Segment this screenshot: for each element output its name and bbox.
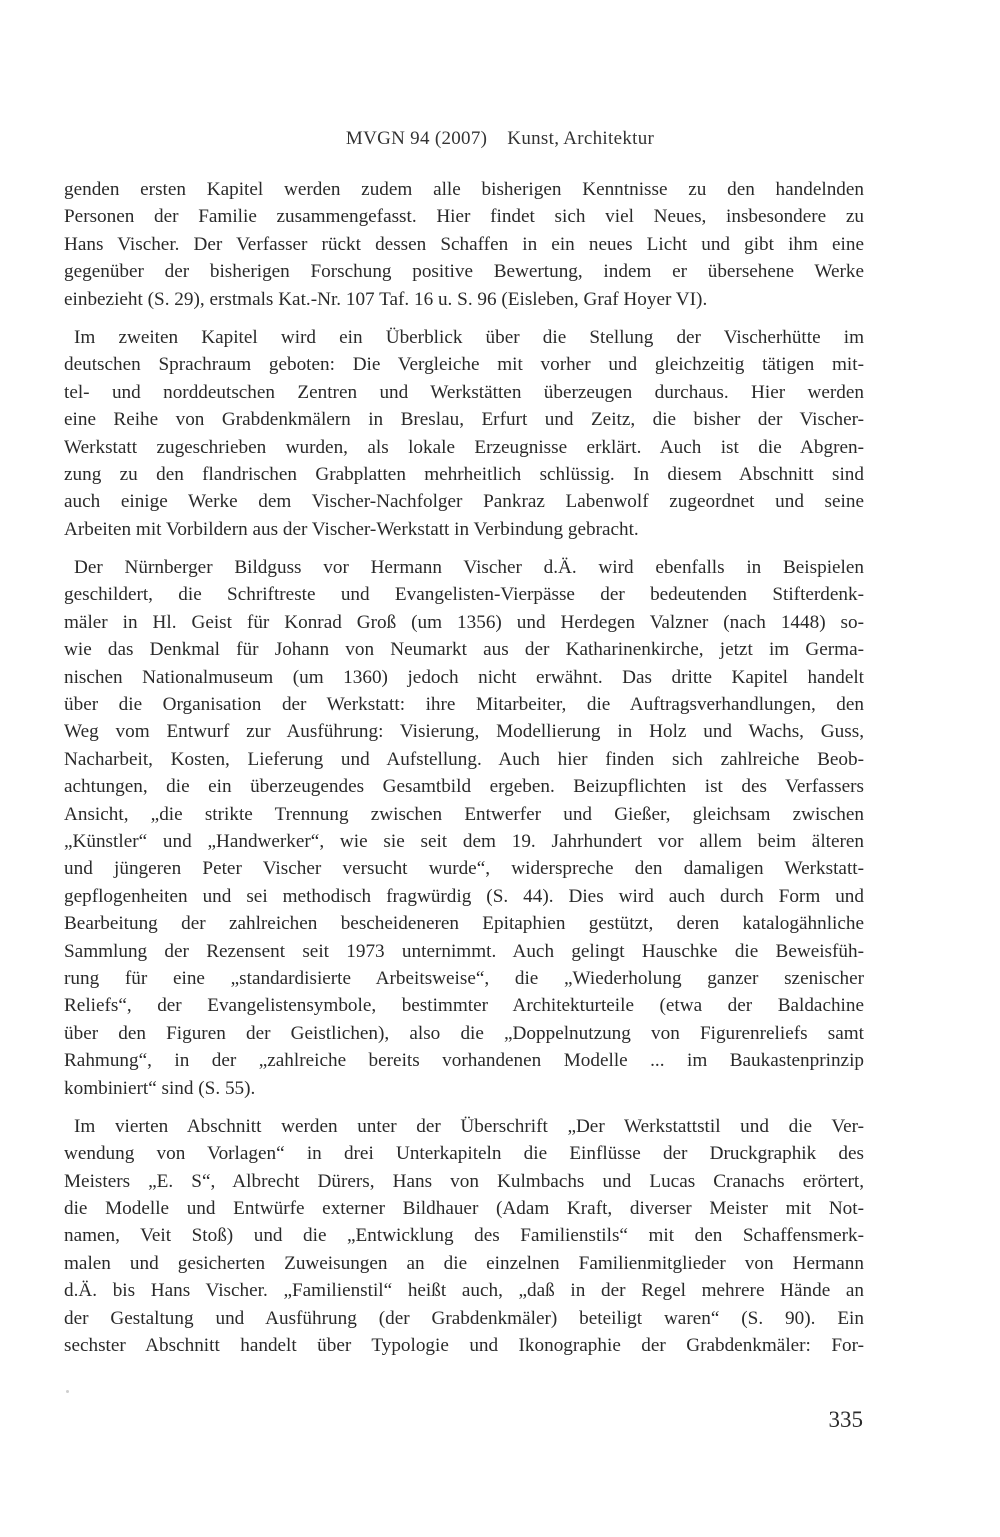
text-line: namen, Veit Stoß) und die „Entwicklung des Familienstils“ mit den Schaffensmerk- bbox=[64, 1225, 864, 1247]
text-line: über die Organisation der Werkstatt: ihre Mitarbeiter, die Auftragsverhandlungen, den bbox=[64, 694, 864, 716]
text-line: Hans Vischer. Der Verfasser rückt dessen Schaffen in ein neues Licht und gibt ihm eine bbox=[64, 233, 864, 255]
text-line: eine Reihe von Grabdenkmälern in Breslau, Erfurt und Zeitz, die bisher der Vischer- bbox=[64, 409, 864, 431]
text-line: Werkstatt zugeschrieben wurden, als lokale Erzeugnisse erklärt. Auch ist die Abgren- bbox=[64, 436, 864, 458]
text-line: „Künstler“ und „Handwerker“, wie sie seit dem 19. Jahrhundert vor allem beim älteren bbox=[64, 830, 864, 852]
scan-speck bbox=[66, 1390, 69, 1393]
text-line: d.Ä. bis Hans Vischer. „Familienstil“ heißt auch, „daß in der Regel mehrere Hände an bbox=[64, 1280, 864, 1302]
text-line: deutschen Sprachraum geboten: Die Vergleiche mit vorher und gleichzeitig tätigen mit- bbox=[64, 354, 864, 376]
text-line: kombiniert“ sind (S. 55). bbox=[64, 1077, 256, 1099]
text-line: über den Figuren der Geistlichen), also die „Doppelnutzung von Figurenreliefs samt bbox=[64, 1022, 864, 1044]
journal-reference: MVGN 94 (2007) bbox=[345, 128, 488, 149]
running-header bbox=[0, 128, 1000, 150]
text-line: Meisters „E. S“, Albrecht Dürers, Hans von Kulmbachs und Lucas Cranachs erörtert, bbox=[64, 1170, 864, 1192]
text-line: mäler in Hl. Geist für Konrad Groß (um 1356) und Herdegen Valzner (nach 1448) so- bbox=[64, 611, 864, 633]
text-line: Im vierten Abschnitt werden unter der Überschrift „Der Werkstattstil und die Ver- bbox=[74, 1115, 864, 1137]
paragraph-4 bbox=[64, 1113, 864, 1360]
text-line: der Gestaltung und Ausführung (der Grabdenkmäler) beteiligt waren“ (S. 90). Ein bbox=[64, 1307, 864, 1329]
paragraph-1 bbox=[64, 176, 864, 313]
text-line: Sammlung der Rezensent seit 1973 unternimmt. Auch gelingt Hauschke die Beweisfüh- bbox=[64, 940, 864, 962]
text-line: genden ersten Kapitel werden zudem alle bisherigen Kenntnisse zu den handelnden bbox=[64, 179, 864, 200]
text-line: und jüngeren Peter Vischer versucht wurde“, widerspreche den damaligen Werkstatt- bbox=[64, 858, 864, 880]
text-line: Ansicht, „die strikte Trennung zwischen Entwerfer und Gießer, gleichsam zwischen bbox=[64, 803, 864, 825]
text-line: wie das Denkmal für Johann von Neumarkt aus der Katharinenkirche, jetzt im Germa- bbox=[64, 639, 864, 661]
text-line: gepflogenheiten und sei methodisch fragwürdig (S. 44). Dies wird auch durch Form und bbox=[64, 885, 864, 907]
text-line: Bearbeitung der zahlreichen bescheideneren Epitaphien gestützt, deren katalogähnliche bbox=[64, 913, 864, 935]
text-line: geschildert, die Schriftreste und Evangelisten-Vierpässe der bedeutenden Stifterdenk- bbox=[64, 584, 864, 606]
text-line: gegenüber der bisherigen Forschung positive Bewertung, indem er übersehene Werke bbox=[64, 261, 864, 283]
text-line: sechster Abschnitt handelt über Typologie und Ikonographie der Grabdenkmäler: For- bbox=[64, 1335, 864, 1357]
text-line: nischen Nationalmuseum (um 1360) jedoch nicht erwähnt. Das dritte Kapitel handelt bbox=[64, 666, 864, 688]
text-line: zung zu den flandrischen Grabplatten mehrheitlich schlüssig. In diesem Abschnitt sind bbox=[64, 463, 864, 485]
text-line: malen und gesicherten Zuweisungen an die einzelnen Familienmitglieder von Hermann bbox=[64, 1252, 864, 1274]
text-line: tel- und norddeutschen Zentren und Werkstätten überzeugen durchaus. Hier werden bbox=[64, 381, 864, 403]
text-line: achtungen, die ein überzeugendes Gesamtbild ergeben. Beizupflichten ist des Verfassers bbox=[64, 776, 864, 798]
section-title: Kunst, Architektur bbox=[507, 128, 655, 149]
text-line: einbezieht (S. 29), erstmals Kat.-Nr. 107 Taf. 16 u. S. 96 (Eisleben, Graf Hoyer VI). bbox=[64, 288, 708, 310]
text-line: Reliefs“, der Evangelistensymbole, bestimmter Architekturteile (etwa der Baldachine bbox=[64, 995, 864, 1017]
paragraph-2 bbox=[64, 324, 864, 543]
text-line: Im zweiten Kapitel wird ein Überblick über die Stellung der Vischerhütte im bbox=[74, 326, 864, 348]
text-line: Personen der Familie zusammengefasst. Hier findet sich viel Neues, insbesondere zu bbox=[64, 206, 864, 228]
text-line: Weg vom Entwurf zur Ausführung: Visierung, Modellierung in Holz und Wachs, Guss, bbox=[64, 721, 864, 743]
text-line: Nacharbeit, Kosten, Lieferung und Aufstellung. Auch hier finden sich zahlreiche Beob- bbox=[64, 748, 864, 770]
body-text bbox=[64, 176, 864, 1359]
text-line: die Modelle und Entwürfe externer Bildhauer (Adam Kraft, diverser Meister mit Not- bbox=[64, 1198, 864, 1220]
text-line: Der Nürnberger Bildguss vor Hermann Vischer d.Ä. wird ebenfalls in Beispielen bbox=[74, 557, 864, 579]
text-line: rung für eine „standardisierte Arbeitsweise“, die „Wiederholung ganzer szenischer bbox=[64, 967, 864, 989]
page-number: 335 bbox=[828, 1407, 863, 1432]
text-line: wendung von Vorlagen“ in drei Unterkapiteln die Einflüsse der Druckgraphik des bbox=[64, 1143, 864, 1165]
text-line: auch einige Werke dem Vischer-Nachfolger Pankraz Labenwolf zugeordnet und seine bbox=[64, 491, 864, 513]
paragraph-3 bbox=[64, 554, 864, 1102]
text-line: Rahmung“, in der „zahlreiche bereits vorhandenen Modelle ... im Baukastenprinzip bbox=[64, 1050, 864, 1072]
text-line: Arbeiten mit Vorbildern aus der Vischer-Werkstatt in Verbindung gebracht. bbox=[64, 518, 639, 540]
